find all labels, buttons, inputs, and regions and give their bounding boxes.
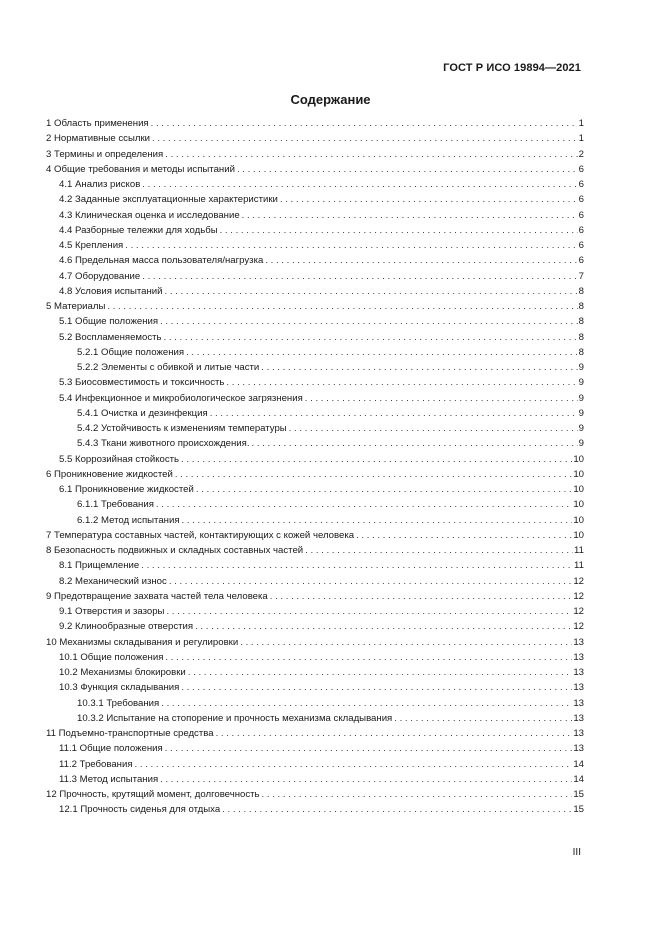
- toc-entry-title: 5.4 Инфекционное и микробиологическое загрязнения: [59, 392, 303, 404]
- toc-leader-dots: [156, 497, 572, 512]
- toc-entry-title: 9.1 Отверстия и зазоры: [59, 606, 165, 617]
- toc-entry-title: 5.1 Общие положения: [59, 316, 159, 328]
- toc-entry[interactable]: [46, 452, 584, 467]
- toc-leader-dots: [226, 375, 577, 390]
- toc-entry-page: 12: [573, 575, 584, 587]
- toc-leader-dots: [165, 650, 572, 665]
- toc-entry-page: 13: [573, 728, 584, 739]
- toc-entry[interactable]: [46, 604, 584, 619]
- toc-entry[interactable]: [46, 482, 584, 497]
- toc-leader-dots: [210, 406, 578, 421]
- toc-entry[interactable]: [46, 147, 584, 162]
- toc-entry-page: 13: [573, 697, 584, 709]
- toc-entry[interactable]: [46, 802, 584, 817]
- toc-entry-title: 5.2 Воспламеняемость: [59, 331, 162, 343]
- toc-title: Содержание: [290, 92, 371, 107]
- toc-entry[interactable]: [46, 650, 584, 665]
- toc-entry[interactable]: [46, 543, 584, 558]
- toc-leader-dots: [270, 589, 573, 604]
- toc-entry-title: 9.2 Клинообразные отверстия: [59, 621, 194, 633]
- toc-leader-dots: [142, 177, 577, 192]
- toc-entry-title: 4.3 Клиническая оценка и исследование: [59, 209, 240, 221]
- toc-entry-title: 12 Прочность, крутящий момент, долговечность: [46, 789, 260, 800]
- toc-leader-dots: [165, 284, 578, 299]
- toc-leader-dots: [280, 192, 578, 207]
- toc-entry-page: 9: [578, 423, 584, 434]
- toc-leader-dots: [142, 269, 577, 284]
- toc-entry-title: 11.1 Общие положения: [59, 743, 163, 755]
- toc-entry[interactable]: [46, 436, 584, 451]
- toc-entry-page: 12: [573, 590, 584, 602]
- toc-entry-title: 5.3 Биосовместимость и токсичность: [59, 377, 225, 389]
- toc-entry-page: 6: [578, 194, 584, 206]
- toc-entry-page: 6: [578, 179, 584, 190]
- toc-entry-page: 15: [573, 789, 584, 800]
- toc-leader-dots: [169, 574, 573, 589]
- toc-leader-dots: [175, 467, 572, 482]
- toc-leader-dots: [152, 131, 578, 146]
- toc-entry[interactable]: [46, 741, 584, 756]
- toc-entry-title: 7 Температура составных частей, контактирующих с кожей человека: [46, 529, 355, 541]
- toc-entry-title: 6.1 Проникновение жидкостей: [59, 484, 194, 495]
- toc-entry-page: 8: [578, 285, 584, 297]
- toc-leader-dots: [181, 452, 572, 467]
- toc-leader-dots: [160, 314, 578, 329]
- toc-leader-dots: [151, 116, 578, 131]
- toc-entry[interactable]: [46, 513, 584, 528]
- toc-entry-title: 4.1 Анализ рисков: [59, 179, 141, 190]
- toc-leader-dots: [265, 253, 577, 268]
- toc-entry[interactable]: [46, 391, 584, 406]
- toc-leader-dots: [165, 147, 577, 162]
- toc-leader-dots: [165, 741, 573, 756]
- toc-entry-title: 1 Область применения: [46, 118, 149, 129]
- toc-entry[interactable]: [46, 635, 584, 650]
- page-number: III: [572, 847, 581, 858]
- toc-entry-page: 12: [573, 621, 584, 633]
- toc-entry-page: 7: [578, 270, 584, 282]
- toc-entry-page: 9: [578, 438, 584, 450]
- toc-entry-page: 12: [573, 606, 584, 617]
- toc-entry-title: 5.4.1 Очистка и дезинфекция: [77, 407, 208, 419]
- toc-entry[interactable]: [46, 284, 584, 299]
- toc-entry-title: 10.3.1 Требования: [77, 697, 160, 709]
- toc-entry-page: 13: [573, 682, 584, 694]
- toc-entry[interactable]: [46, 360, 584, 375]
- toc-entry[interactable]: [46, 238, 584, 253]
- toc-entry-title: 6.1.1 Требования: [77, 499, 154, 511]
- toc-entry[interactable]: [46, 314, 584, 329]
- toc-entry[interactable]: [46, 330, 584, 345]
- toc-entry-title: 5.4.3 Ткани животного происхождения.: [77, 438, 250, 450]
- toc-entry-title: 2 Нормативные ссылки: [46, 133, 151, 145]
- toc-leader-dots: [161, 696, 572, 711]
- toc-entry-title: 5.5 Коррозийная стойкость: [59, 453, 180, 465]
- toc-leader-dots: [222, 802, 572, 817]
- toc-entry[interactable]: [46, 162, 584, 177]
- toc-entry-title: 3 Термины и определения: [46, 148, 164, 160]
- toc-leader-dots: [261, 360, 577, 375]
- toc-entry[interactable]: [46, 253, 584, 268]
- toc-entry-title: 5.2.2 Элементы с обивкой и литые части: [77, 362, 260, 373]
- toc-entry-title: 10.3 Функция складывания: [59, 682, 180, 694]
- toc-entry-page: 8: [578, 301, 584, 312]
- toc-entry[interactable]: [46, 711, 584, 726]
- toc-entry-page: 6: [578, 209, 584, 221]
- toc-entry-page: 13: [573, 636, 584, 648]
- toc-entry-title: 5.2.1 Общие положения: [77, 346, 185, 358]
- toc-entry-title: 10.2 Механизмы блокировки: [59, 667, 186, 678]
- toc-entry-title: 6.1.2 Метод испытания: [77, 514, 180, 526]
- toc-entry[interactable]: [46, 665, 584, 680]
- toc-entry-page: 10: [573, 453, 584, 465]
- toc-entry[interactable]: [46, 787, 584, 802]
- toc-entry-page: 1: [578, 118, 584, 129]
- toc-leader-dots: [135, 757, 573, 772]
- toc-entry[interactable]: [46, 680, 584, 695]
- toc-entry-title: 8.1 Прищемление: [59, 560, 140, 572]
- toc-entry[interactable]: [46, 223, 584, 238]
- toc-entry-title: 8 Безопасность подвижных и складных составных частей: [46, 545, 304, 556]
- toc-entry[interactable]: [46, 757, 584, 772]
- toc-entry[interactable]: [46, 421, 584, 436]
- toc-entry-page: 13: [573, 667, 584, 678]
- toc-leader-dots: [188, 665, 573, 680]
- toc-entry-page: 9: [578, 377, 584, 389]
- toc-entry-page: 9: [578, 407, 584, 419]
- toc-entry-title: 6 Проникновение жидкостей: [46, 468, 173, 480]
- toc-entry[interactable]: [46, 269, 584, 284]
- toc-entry[interactable]: [46, 406, 584, 421]
- toc-leader-dots: [216, 726, 573, 741]
- toc-leader-dots: [237, 162, 578, 177]
- toc-entry-title: 4.6 Предельная масса пользователя/нагрузка: [59, 255, 264, 267]
- toc-entry[interactable]: [46, 558, 584, 573]
- toc-leader-dots: [196, 482, 572, 497]
- toc-entry-title: 10.3.2 Испытание на стопорение и прочность механизма складывания: [77, 712, 393, 724]
- toc-entry-page: 9: [578, 392, 584, 404]
- toc-entry-title: 9 Предотвращение захвата частей тела человека: [46, 590, 268, 602]
- toc-leader-dots: [240, 635, 572, 650]
- toc-entry[interactable]: [46, 192, 584, 207]
- toc-entry-page: 15: [573, 804, 584, 816]
- toc-entry[interactable]: [46, 589, 584, 604]
- toc-entry-title: 5 Материалы: [46, 301, 106, 312]
- toc-entry-title: 12.1 Прочность сиденья для отдыха: [59, 804, 221, 816]
- toc-entry-title: 11.2 Требования: [59, 758, 133, 770]
- toc-entry-page: 13: [573, 743, 584, 755]
- toc-entry-page: 14: [573, 758, 584, 770]
- toc-entry-page: 6: [578, 240, 584, 251]
- toc-entry-page: 10: [573, 468, 584, 480]
- toc-entry[interactable]: [46, 696, 584, 711]
- toc-entry[interactable]: [46, 208, 584, 223]
- toc-entry-title: 5.4.2 Устойчивость к изменениям температуры: [77, 423, 287, 434]
- toc-entry-page: 14: [573, 773, 584, 785]
- toc-entry-page: 10: [573, 514, 584, 526]
- toc-leader-dots: [305, 391, 578, 406]
- toc-entry-title: 4.8 Условия испытаний: [59, 285, 163, 297]
- toc-entry-page: 1: [578, 133, 584, 145]
- toc-entry-title: 11 Подъемно-транспортные средства: [46, 728, 214, 739]
- toc-entry-page: 10: [573, 484, 584, 495]
- toc-entry-page: 8: [578, 331, 584, 343]
- table-of-contents: [46, 116, 584, 818]
- toc-entry-page: 6: [578, 163, 584, 175]
- toc-entry-title: 4.2 Заданные эксплуатационные характеристики: [59, 194, 278, 206]
- toc-leader-dots: [220, 223, 578, 238]
- toc-entry[interactable]: [46, 528, 584, 543]
- toc-leader-dots: [164, 330, 578, 345]
- toc-entry-page: 13: [573, 651, 584, 663]
- toc-entry-page: 10: [573, 499, 584, 511]
- toc-entry[interactable]: [46, 375, 584, 390]
- toc-entry[interactable]: [46, 772, 584, 787]
- toc-entry[interactable]: [46, 574, 584, 589]
- toc-leader-dots: [141, 558, 573, 573]
- toc-entry[interactable]: [46, 726, 584, 741]
- toc-entry-page: 9: [578, 362, 584, 373]
- toc-entry-page: 8: [578, 316, 584, 328]
- toc-entry[interactable]: [46, 497, 584, 512]
- toc-entry[interactable]: [46, 131, 584, 146]
- toc-leader-dots: [195, 619, 572, 634]
- toc-leader-dots: [289, 421, 578, 436]
- toc-leader-dots: [252, 436, 578, 451]
- toc-entry-page: 6: [578, 255, 584, 267]
- toc-entry-page: 6: [578, 224, 584, 236]
- toc-entry-title: 4.4 Разборные тележки для ходьбы: [59, 224, 218, 236]
- toc-leader-dots: [181, 680, 572, 695]
- toc-entry[interactable]: [46, 345, 584, 360]
- toc-leader-dots: [107, 299, 577, 314]
- toc-leader-dots: [186, 345, 578, 360]
- toc-entry-title: 4 Общие требования и методы испытаний: [46, 163, 235, 175]
- toc-entry-page: 13: [573, 712, 584, 724]
- toc-entry[interactable]: [46, 177, 584, 192]
- toc-entry-page: 11: [574, 545, 584, 556]
- toc-entry-title: 4.7 Оборудование: [59, 270, 141, 282]
- toc-entry-title: 11.3 Метод испытания: [59, 773, 159, 785]
- toc-leader-dots: [182, 513, 573, 528]
- document-standard-number: ГОСТ Р ИСО 19894—2021: [443, 62, 581, 74]
- toc-entry-page: 10: [573, 529, 584, 541]
- toc-leader-dots: [356, 528, 572, 543]
- toc-leader-dots: [242, 208, 578, 223]
- toc-leader-dots: [394, 711, 572, 726]
- toc-entry-title: 10 Механизмы складывания и регулировки: [46, 636, 239, 648]
- toc-leader-dots: [305, 543, 573, 558]
- toc-entry[interactable]: [46, 467, 584, 482]
- toc-entry-title: 8.2 Механический износ: [59, 575, 167, 587]
- toc-entry[interactable]: [46, 299, 584, 314]
- toc-leader-dots: [160, 772, 572, 787]
- toc-entry-page: 11: [574, 560, 584, 572]
- toc-leader-dots: [262, 787, 573, 802]
- toc-entry-page: 8: [578, 346, 584, 358]
- toc-entry-title: 4.5 Крепления: [59, 240, 124, 251]
- toc-leader-dots: [125, 238, 577, 253]
- toc-leader-dots: [166, 604, 572, 619]
- toc-entry[interactable]: [46, 116, 584, 131]
- toc-entry-page: 2: [578, 148, 584, 160]
- toc-entry-title: 10.1 Общие положения: [59, 651, 164, 663]
- toc-entry[interactable]: [46, 619, 584, 634]
